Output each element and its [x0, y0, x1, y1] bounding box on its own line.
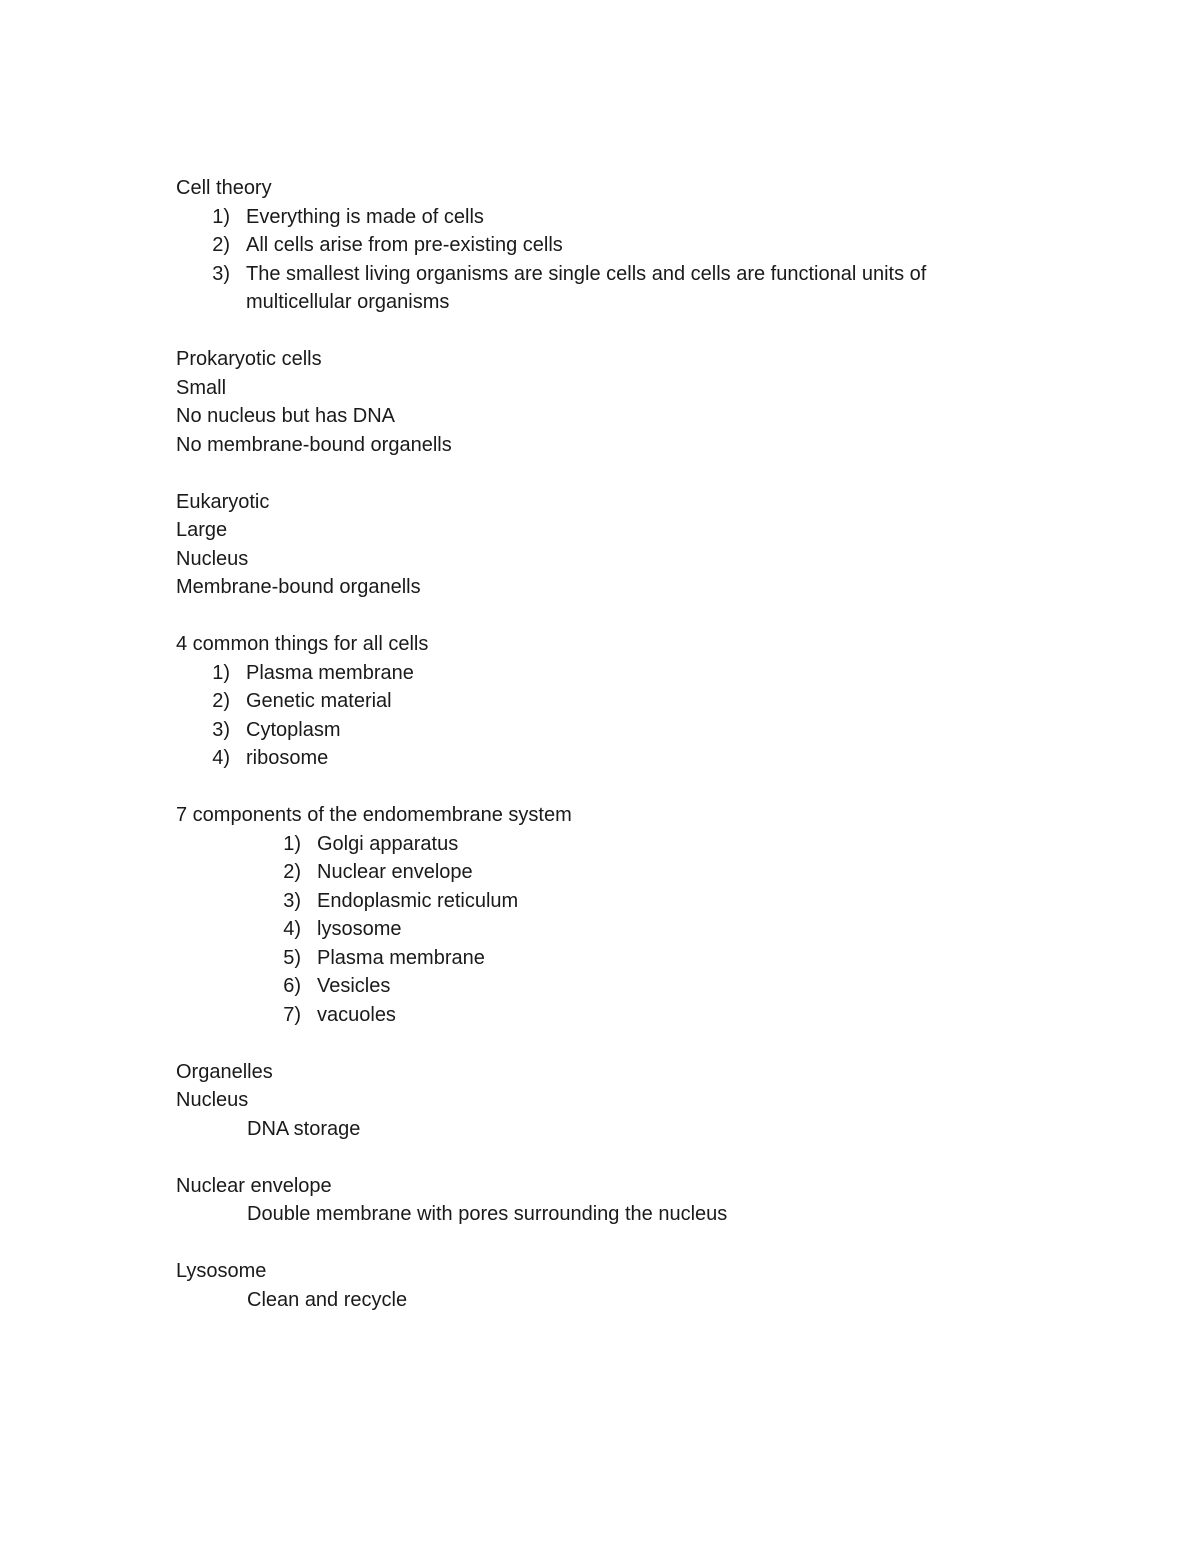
list-item: [267, 915, 1036, 944]
list-item: [267, 972, 1036, 1001]
list-item: [267, 858, 1036, 887]
list-item: [196, 716, 1036, 745]
endomembrane-heading: 7 components of the endomembrane system: [176, 804, 572, 826]
list-number: 4): [212, 747, 230, 769]
list-number: 3): [212, 262, 230, 285]
list-number: 1): [212, 661, 230, 684]
list-text: Genetic material: [246, 690, 392, 712]
list-number: 2): [212, 234, 230, 256]
eukaryotic-line: Large: [176, 519, 228, 541]
list-item: [267, 944, 1036, 973]
prokaryotic-heading: Prokaryotic cells: [176, 348, 322, 370]
list-text: Everything is made of cells: [246, 205, 484, 228]
list-number: 7): [283, 1003, 301, 1026]
endomembrane-list: [176, 830, 1036, 1030]
list-text: Plasma membrane: [317, 946, 485, 969]
list-item: [196, 260, 1036, 317]
prokaryotic-line: No membrane-bound organells: [176, 433, 452, 456]
organelle-definition: Double membrane with pores surrounding the nucleus: [247, 1203, 728, 1225]
eukaryotic-heading: Eukaryotic: [176, 490, 270, 513]
list-item: [267, 1001, 1036, 1030]
list-item: [196, 687, 1036, 716]
spacer: [176, 773, 1036, 802]
common-things-list: [176, 659, 1036, 773]
list-text: Plasma membrane: [246, 661, 414, 684]
list-text: Cytoplasm: [246, 718, 341, 741]
list-item: [267, 887, 1036, 916]
list-number: 3): [212, 718, 230, 741]
organelle-definition: Clean and recycle: [247, 1288, 408, 1311]
organelle-term: Lysosome: [176, 1260, 267, 1282]
list-item: [196, 203, 1036, 232]
list-number: 5): [283, 946, 301, 969]
prokaryotic-line: Small: [176, 376, 227, 399]
list-text: All cells arise from pre-existing cells: [246, 234, 563, 256]
list-number: 2): [212, 690, 230, 712]
spacer: [176, 1143, 1036, 1172]
list-item: [196, 231, 1036, 260]
list-number: 6): [283, 975, 301, 997]
list-text: The smallest living organisms are single cells and cells are functional units of multicellular organisms: [246, 262, 927, 313]
list-text: Nuclear envelope: [317, 861, 473, 883]
spacer: [176, 1229, 1036, 1258]
organelles-heading: Organelles: [176, 1060, 273, 1083]
organelle-definition: DNA storage: [247, 1117, 361, 1140]
spacer: [176, 1029, 1036, 1058]
list-text: ribosome: [246, 747, 329, 769]
eukaryotic-line: Nucleus: [176, 547, 249, 570]
common-things-heading: 4 common things for all cells: [176, 633, 429, 655]
cell-theory-heading: Cell theory: [176, 177, 272, 199]
prokaryotic-line: No nucleus but has DNA: [176, 405, 396, 427]
list-text: Golgi apparatus: [317, 832, 459, 855]
spacer: [176, 459, 1036, 488]
list-item: [267, 830, 1036, 859]
list-number: 4): [283, 918, 301, 940]
list-text: Endoplasmic reticulum: [317, 889, 519, 912]
list-item: [196, 659, 1036, 688]
list-number: 1): [212, 205, 230, 228]
list-text: lysosome: [317, 918, 402, 940]
eukaryotic-line: Membrane-bound organells: [176, 576, 421, 598]
list-number: 3): [283, 889, 301, 912]
spacer: [176, 317, 1036, 346]
document-page: [176, 174, 1036, 1314]
cell-theory-list: [176, 203, 1036, 317]
list-number: 1): [283, 832, 301, 855]
organelle-term: Nucleus: [176, 1089, 249, 1111]
list-number: 2): [283, 861, 301, 883]
spacer: [176, 602, 1036, 631]
organelle-term: Nuclear envelope: [176, 1174, 332, 1197]
list-text: vacuoles: [317, 1003, 396, 1026]
list-text: Vesicles: [317, 975, 391, 997]
list-item: [196, 744, 1036, 773]
